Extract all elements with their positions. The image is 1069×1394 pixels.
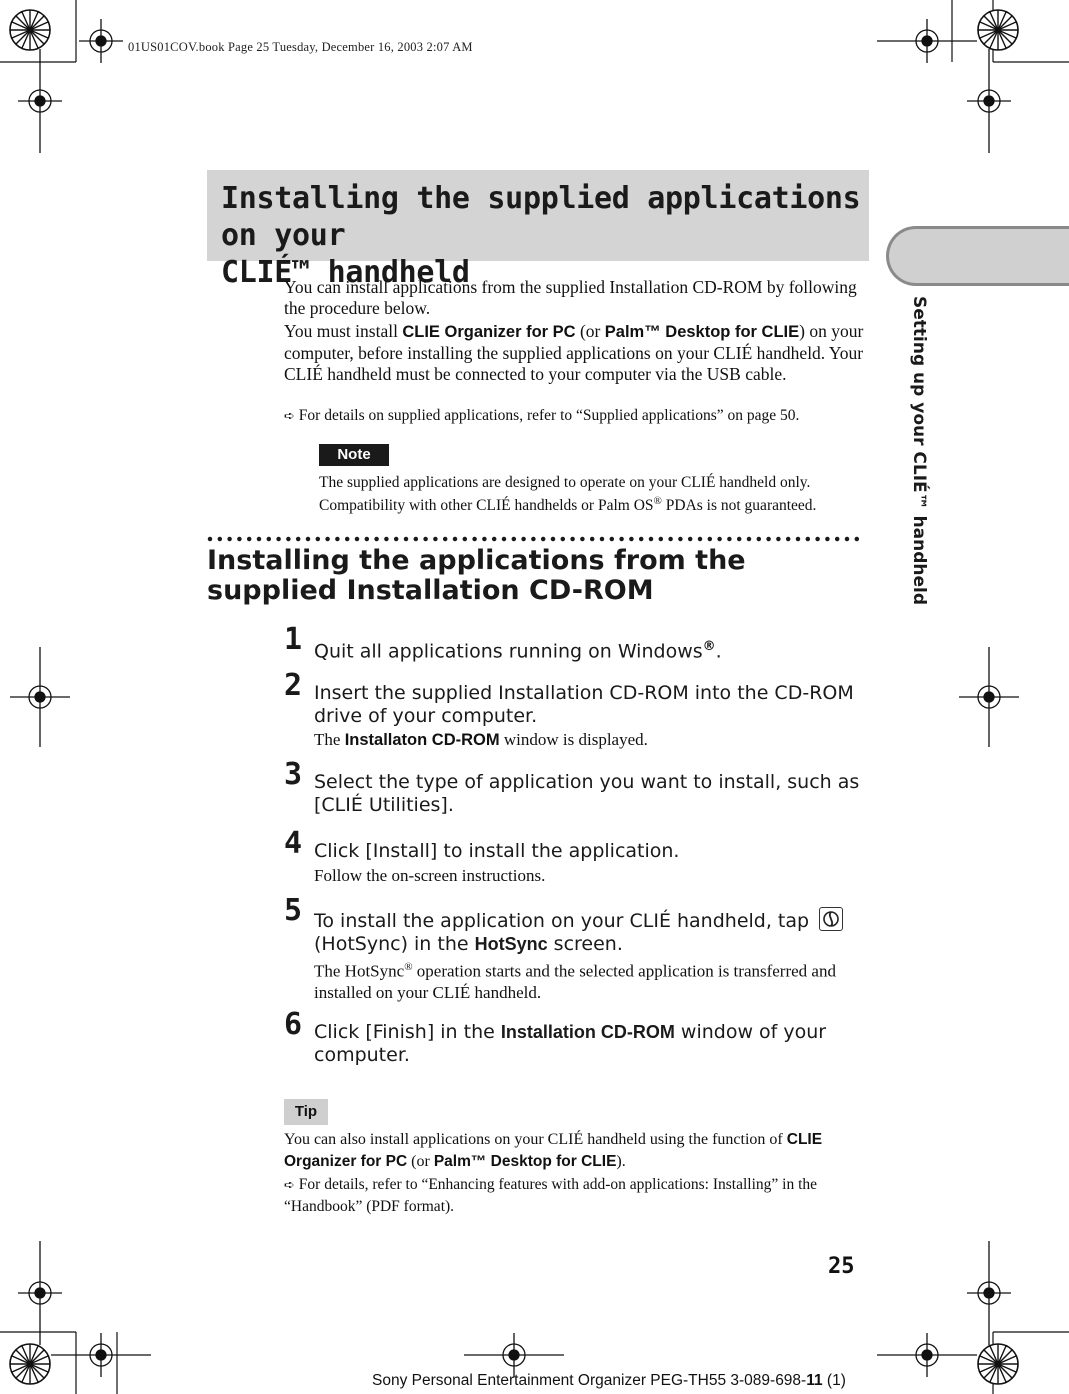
step-number: 5 xyxy=(284,893,303,928)
note-label: Note xyxy=(319,444,389,466)
step-instruction: Click [Install] to install the application. xyxy=(314,840,680,862)
step-instruction: To install the application on your CLIÉ handheld, tap (HotSync) in the HotSync screen. xyxy=(314,907,869,956)
page-number: 25 xyxy=(828,1254,855,1279)
intro-paragraph-1: You can install applications from the supplied Installation CD-ROM by following the procedure below. xyxy=(284,277,857,318)
step-instruction: Insert the supplied Installation CD-ROM into the CD-ROM drive of your computer. xyxy=(314,682,854,727)
print-header-stamp: 01US01COV.book Page 25 Tuesday, December 16, 2003 2:07 AM xyxy=(128,40,473,54)
step-number: 4 xyxy=(284,826,303,861)
note-text: The supplied applications are designed to operate on your CLIÉ handheld only. Compatibility with other CLIÉ handhelds or Palm OS® PDAs is not guaranteed. xyxy=(319,474,817,515)
hotsync-icon xyxy=(819,907,843,931)
print-footer: Sony Personal Entertainment Organizer PEG-TH55 3-089-698-11 (1) xyxy=(372,1372,846,1389)
arrow-right-icon: ➪ xyxy=(284,1178,295,1193)
chapter-title-box xyxy=(207,170,869,290)
tip-reference: ➪ For details, refer to “Enhancing features with add-on applications: Installing” in the “Handbook” (PDF format). xyxy=(284,1176,818,1215)
step-result: Follow the on-screen instructions. xyxy=(314,866,546,885)
dotted-divider xyxy=(207,535,867,543)
tip-label: Tip xyxy=(284,1099,328,1125)
section-heading: Installing the applications from the supplied Installation CD-ROM xyxy=(207,545,746,606)
intro-paragraph-2: You must install CLIE Organizer for PC (or Palm™ Desktop for CLIE) on your computer, before installing the supplied applications on your CLIÉ handheld. Your CLIÉ handheld must be connected to your computer via the USB cable. xyxy=(284,321,864,384)
chapter-title: Installing the supplied applications on your CLIÉ™ handheld xyxy=(221,181,861,290)
step-result: The Installaton CD-ROM window is displayed. xyxy=(314,730,648,749)
intro-reference: ➪ For details on supplied applications, refer to “Supplied applications” on page 50. xyxy=(284,407,800,424)
step-number: 6 xyxy=(284,1007,303,1042)
step-instruction: Quit all applications running on Windows®. xyxy=(314,639,722,663)
step-instruction: Select the type of application you want to install, such as [CLIÉ Utilities]. xyxy=(314,771,860,816)
section-side-tab xyxy=(886,226,1069,286)
step-number: 2 xyxy=(284,668,303,703)
tip-text: You can also install applications on your CLIÉ handheld using the function of CLIE Organizer for PC (or Palm™ Desktop for CLIE). xyxy=(284,1131,823,1170)
step-instruction: Click [Finish] in the Installation CD-ROM window of your computer. xyxy=(314,1021,827,1066)
step-number: 3 xyxy=(284,757,303,792)
step-number: 1 xyxy=(284,622,303,657)
arrow-right-icon: ➪ xyxy=(284,409,295,424)
side-section-label: Setting up your CLIÉ™ handheld xyxy=(909,296,929,606)
step-result: The HotSync® operation starts and the selected application is transferred and installed on your CLIÉ handheld. xyxy=(314,961,836,1002)
